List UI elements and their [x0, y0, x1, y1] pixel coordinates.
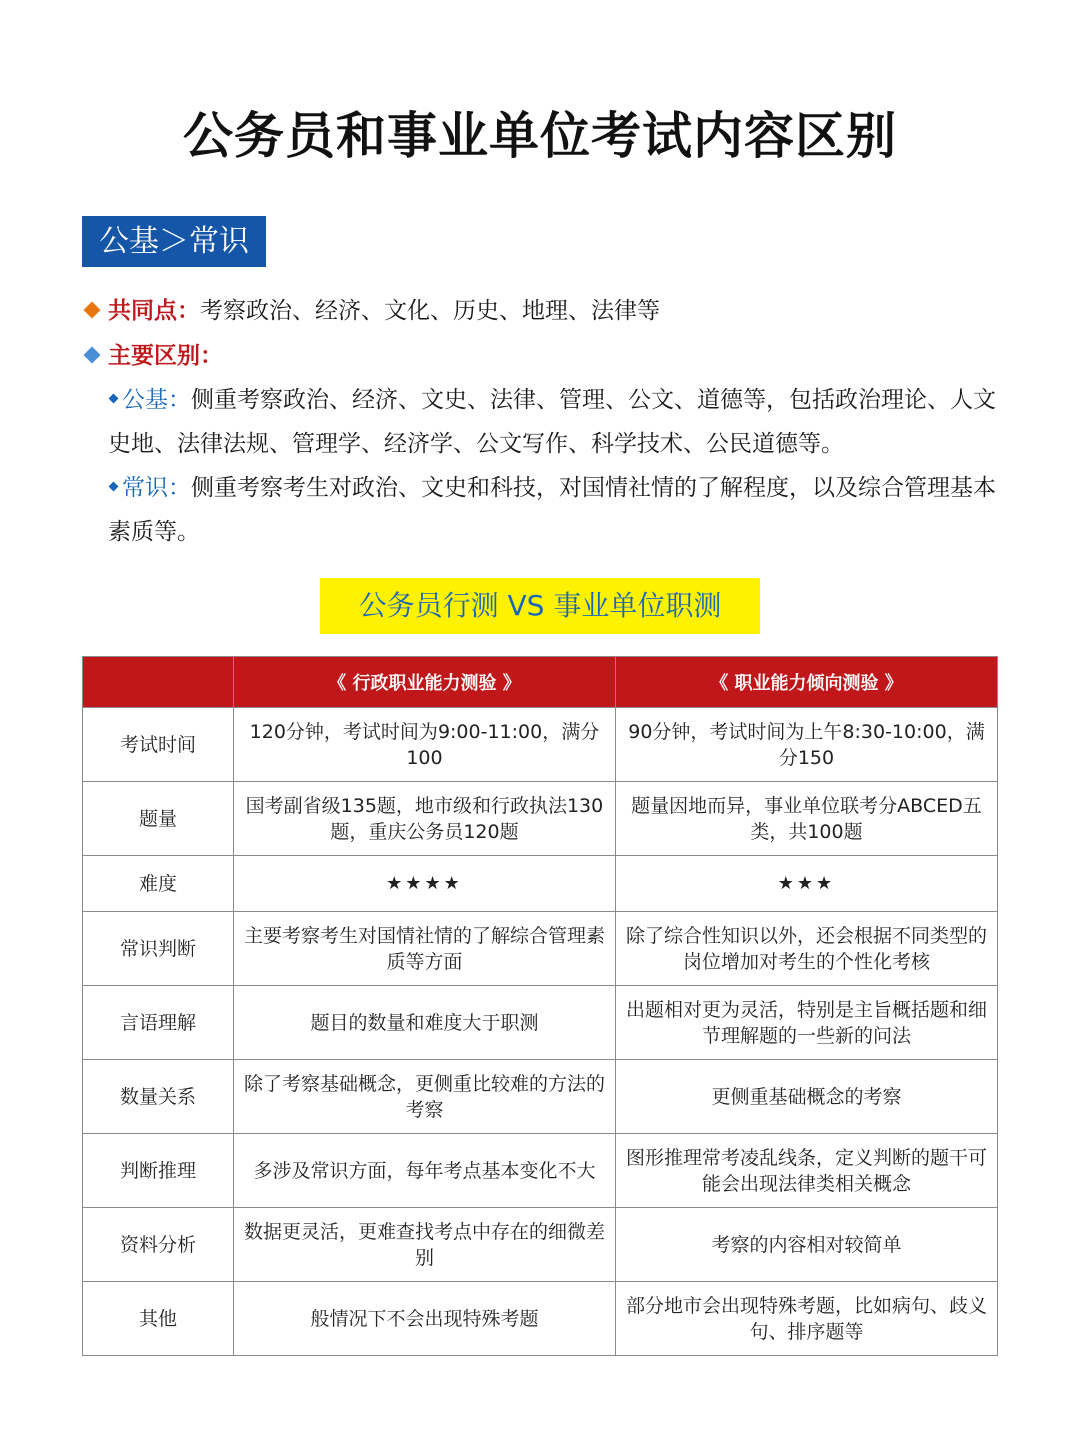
changshi-label: 常识： [122, 475, 191, 501]
row-label: 题量 [83, 782, 234, 856]
main-differences-line [82, 341, 223, 371]
table-row [83, 986, 998, 1060]
table-row [83, 856, 998, 912]
table-row [83, 1060, 998, 1134]
header-xingce: 《 行政职业能力测验 》 [233, 657, 615, 708]
small-diamond-icon [109, 394, 119, 404]
changshi-text: 侧重考察考生对政治、文史和科技，对国情社情的了解程度，以及综合管理基本素质等。 [108, 475, 996, 545]
xingce-cell: 多涉及常识方面，每年考点基本变化不大 [233, 1134, 615, 1208]
table-row [83, 1134, 998, 1208]
zhice-cell: 图形推理常考凌乱线条，定义判断的题干可能会出现法律类相关概念 [615, 1134, 997, 1208]
table-row [83, 782, 998, 856]
gongji-paragraph [108, 378, 1008, 466]
row-label: 常识判断 [83, 912, 234, 986]
zhice-cell: 出题相对更为灵活，特别是主旨概括题和细节理解题的一些新的问法 [615, 986, 997, 1060]
row-label: 难度 [83, 856, 234, 912]
table-row [83, 1208, 998, 1282]
gongji-text: 侧重考察政治、经济、文史、法律、管理、公文、道德等，包括政治理论、人文史地、法律法规、管理学、经济学、公文写作、科学技术、公民道德等。 [108, 387, 996, 457]
comparison-table [82, 656, 998, 1356]
main-differences-label: 主要区别： [108, 343, 223, 369]
row-label: 判断推理 [83, 1134, 234, 1208]
xingce-cell: 国考副省级135题，地市级和行政执法130题，重庆公务员120题 [233, 782, 615, 856]
table-row [83, 912, 998, 986]
table-row [83, 708, 998, 782]
xingce-cell: 题目的数量和难度大于职测 [233, 986, 615, 1060]
row-label: 其他 [83, 1282, 234, 1356]
row-label: 资料分析 [83, 1208, 234, 1282]
row-label: 数量关系 [83, 1060, 234, 1134]
xingce-cell: 除了考察基础概念，更侧重比较难的方法的考察 [233, 1060, 615, 1134]
common-points-line [82, 296, 660, 326]
xingce-cell: 般情况下不会出现特殊考题 [233, 1282, 615, 1356]
common-points-label: 共同点： [108, 298, 200, 324]
xingce-difficulty-stars: ★★★★ [233, 856, 615, 912]
row-label: 言语理解 [83, 986, 234, 1060]
header-empty [83, 657, 234, 708]
zhice-difficulty-stars: ★★★ [615, 856, 997, 912]
header-zhice: 《 职业能力倾向测验 》 [615, 657, 997, 708]
changshi-paragraph [108, 466, 1008, 554]
blue-diamond-icon [84, 347, 101, 364]
vs-banner: 公务员行测 VS 事业单位职测 [320, 578, 760, 634]
table-header-row [83, 657, 998, 708]
xingce-cell: 数据更灵活，更难查找考点中存在的细微差别 [233, 1208, 615, 1282]
common-points-text: 考察政治、经济、文化、历史、地理、法律等 [200, 298, 660, 324]
zhice-cell: 更侧重基础概念的考察 [615, 1060, 997, 1134]
xingce-cell: 120分钟，考试时间为9:00-11:00，满分100 [233, 708, 615, 782]
row-label: 考试时间 [83, 708, 234, 782]
section-tag: 公基＞常识 [82, 216, 266, 267]
zhice-cell: 90分钟，考试时间为上午8:30-10:00，满分150 [615, 708, 997, 782]
zhice-cell: 考察的内容相对较简单 [615, 1208, 997, 1282]
page-title: 公务员和事业单位考试内容区别 [183, 107, 897, 165]
zhice-cell: 题量因地而异，事业单位联考分ABCED五类，共100题 [615, 782, 997, 856]
small-diamond-icon [109, 482, 119, 492]
orange-diamond-icon [84, 302, 101, 319]
xingce-cell: 主要考察考生对国情社情的了解综合管理素质等方面 [233, 912, 615, 986]
zhice-cell: 除了综合性知识以外，还会根据不同类型的岗位增加对考生的个性化考核 [615, 912, 997, 986]
table-row [83, 1282, 998, 1356]
zhice-cell: 部分地市会出现特殊考题，比如病句、歧义句、排序题等 [615, 1282, 997, 1356]
gongji-label: 公基： [122, 387, 191, 413]
